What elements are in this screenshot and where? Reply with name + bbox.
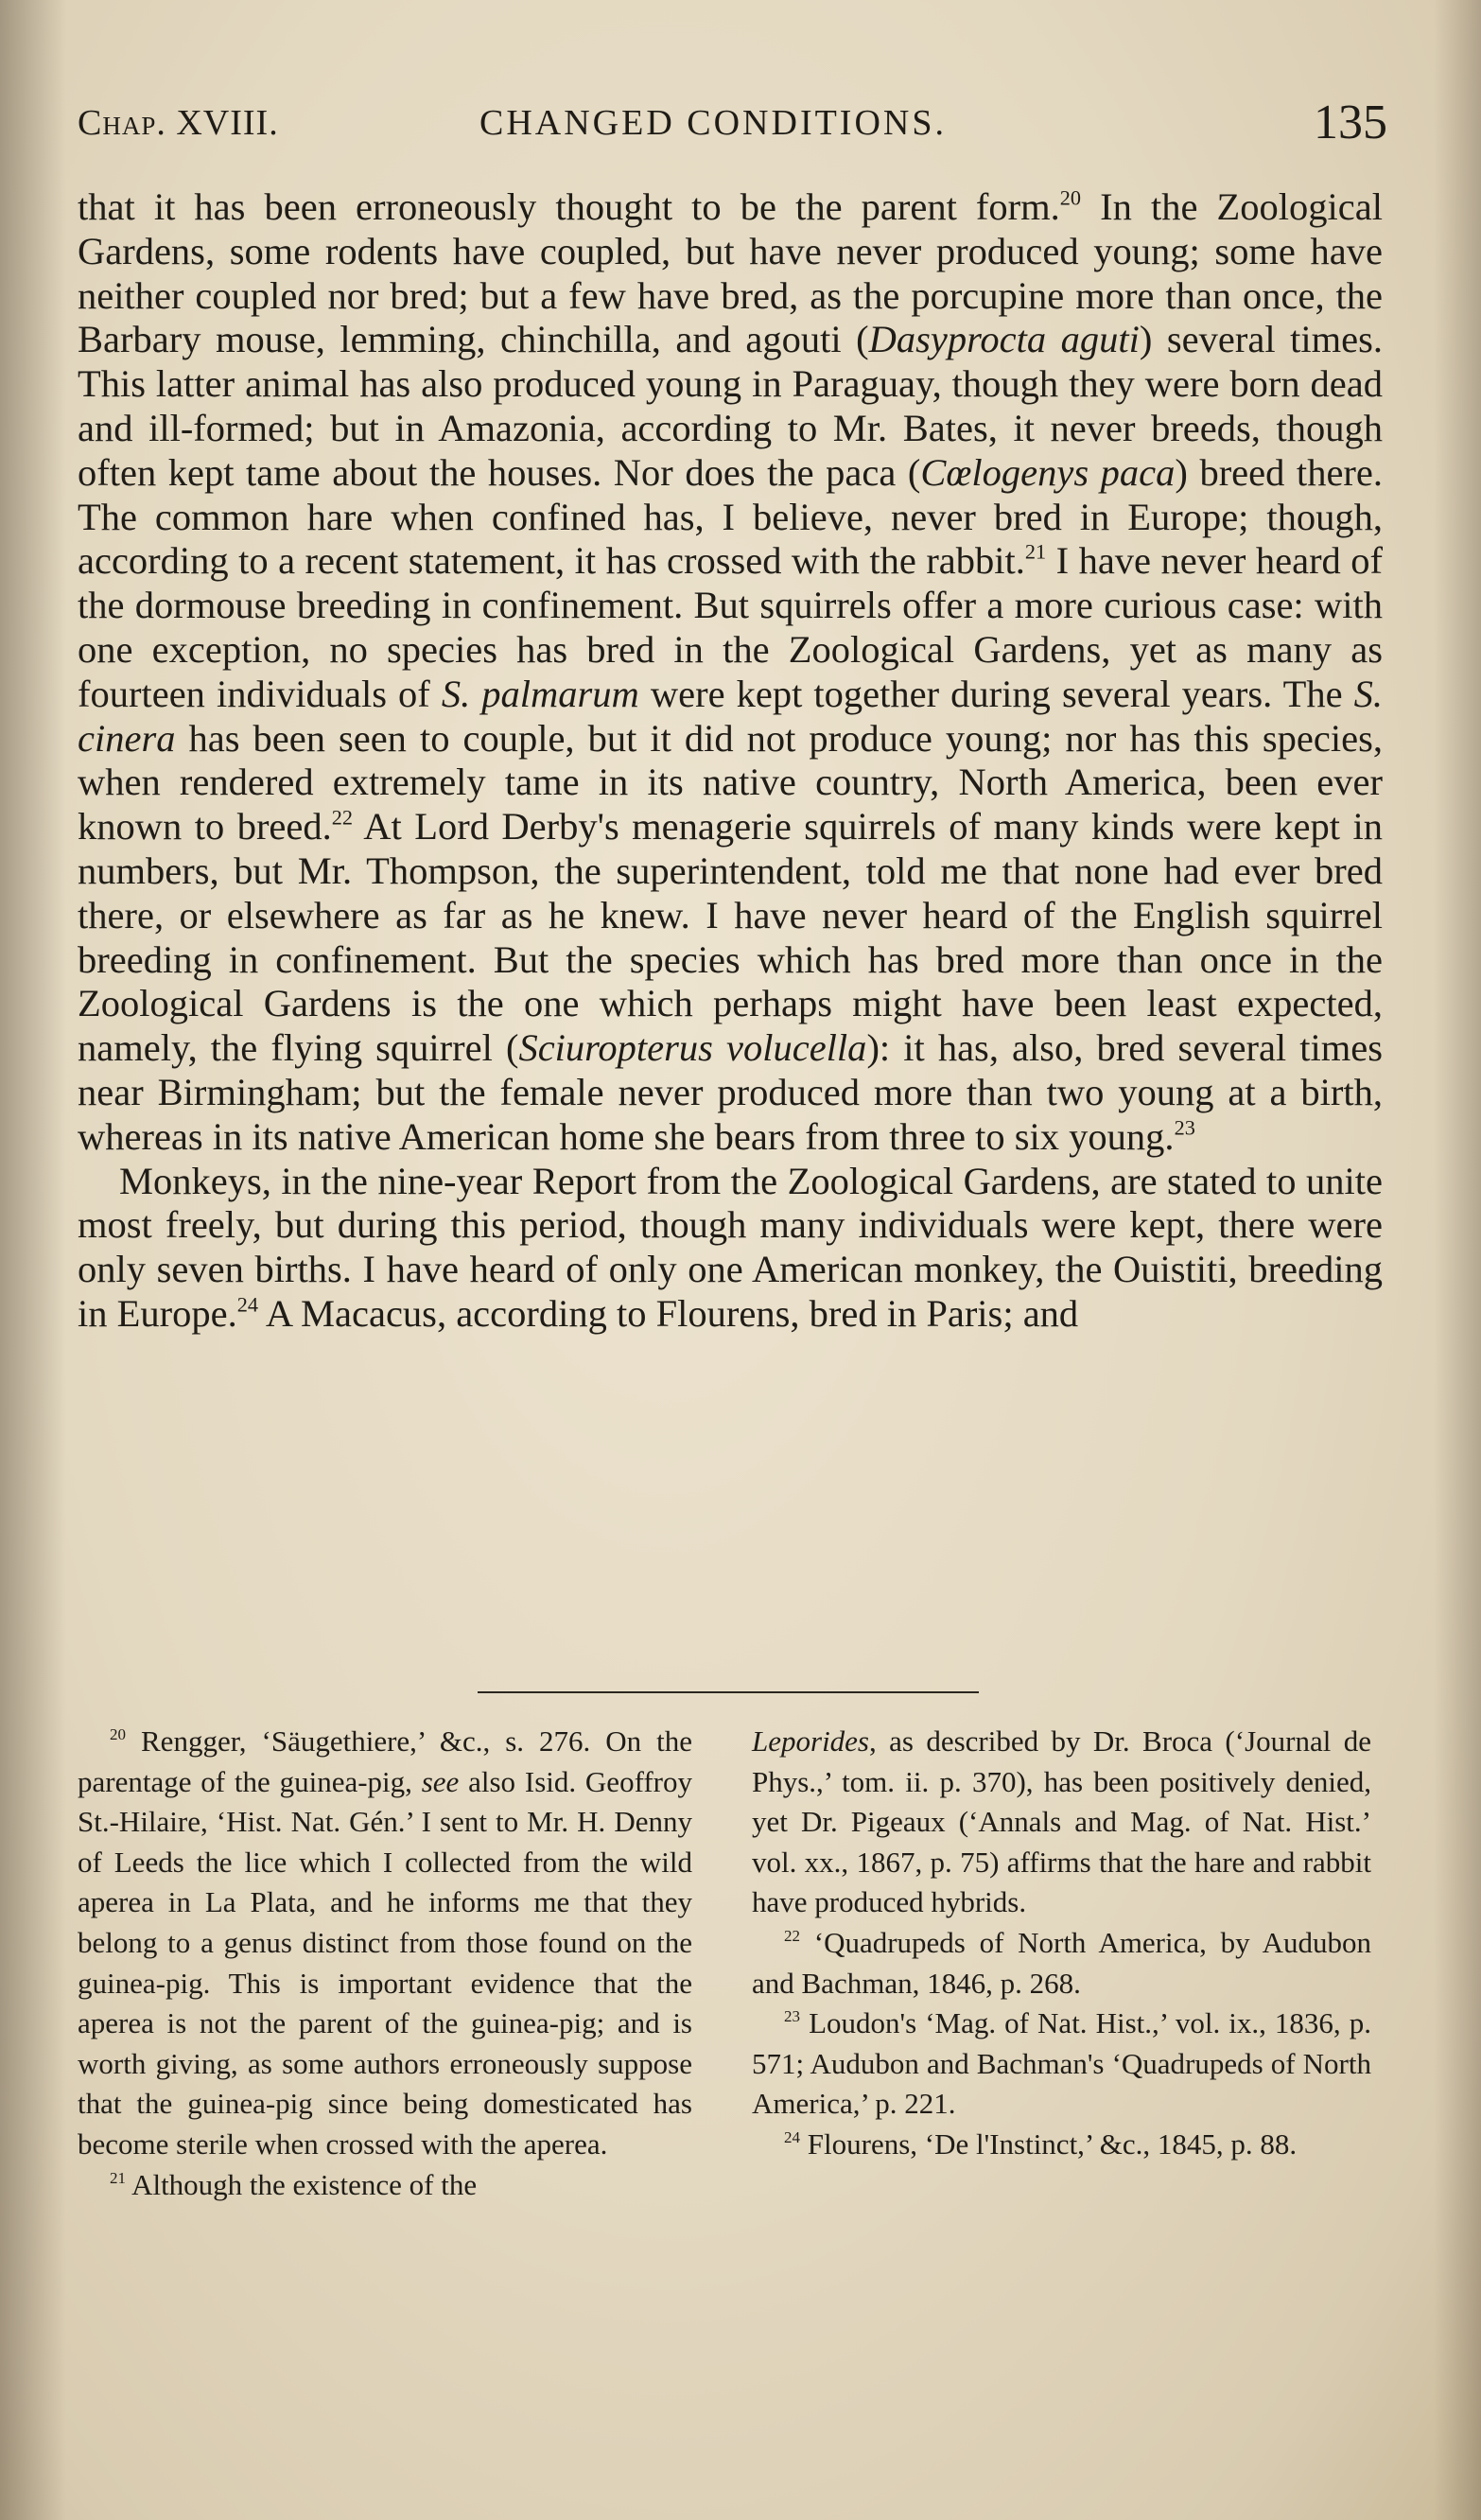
footnote-divider xyxy=(478,1691,979,1693)
footnotes-left-column xyxy=(78,1722,692,2205)
running-title: CHANGED CONDITIONS. xyxy=(479,103,947,143)
species-name: Dasyprocta aguti xyxy=(868,318,1140,361)
footnote-20: $^{20}$ Rengger, ‘Säugethiere,’ &c., s. 276. On the parentage of the guinea-pig, see also Isid. Geoffroy St.-Hilaire, ‘Hist. Nat. Gén.’ I sent to Mr. H. Denny of Leeds the lice which I collected from the wild aperea in La Plata, and he informs me that they belong to a genus distinct from those found on the guinea-pig. This is important evidence that the aperea is not the parent of the guinea-pig; and is worth giving, as some authors erroneously suppose that the guinea-pig since being domesticated has become sterile when crossed with the aperea. xyxy=(78,1724,692,2161)
footnote-ref-20: 20 xyxy=(1059,185,1082,210)
page-number: 135 xyxy=(1314,96,1387,149)
footnote-ref-24: 24 xyxy=(236,1292,258,1317)
main-text xyxy=(78,185,1383,1337)
running-header xyxy=(78,95,1387,151)
footnote-22: $^{22}$ ‘Quadrupeds of North America, by Audubon and Bachman, 1846, p. 268. xyxy=(752,1925,1371,2000)
footnote-24: $^{24}$ Flourens, ‘De l'Instinct,’ &c., 1845, p. 88. xyxy=(784,2126,1298,2161)
footnote-21-start: $^{21}$ Although the existence of the xyxy=(110,2167,478,2201)
paragraph-rodents: that it has been erroneously thought to be the parent form.$^{20}$ In the Zoological Gardens, some rodents have coupled, but have never produced young; some have neither coupled nor bred; but a few have bred, as the porcupine more than once, the Barbary mouse, lemming, chinchilla, and agouti (Dasyprocta aguti) several times. This latter animal has also produced young in Paraguay, though they were born dead and ill-formed; but in Amazonia, according to Mr. Bates, it never breeds, though often kept tame about the houses. Nor does the paca (Cœlogenys paca) breed there. The common hare when confined has, I believe, never bred in Europe; though, according to a recent statement, it has crossed with the rabbit.$^{21}$ I have never heard of the dormouse breeding in confinement. But squirrels offer a more curious case: with one exception, no species has bred in the Zoological Gardens, yet as many as fourteen individuals of S. palmarum were kept together during several years. The S. cinera has been seen to couple, but it did not produce young; nor has this species, when rendered extremely tame in its native country, North America, been ever known to breed.$^{22}$ At Lord Derby's menagerie squirrels of many kinds were kept in numbers, but Mr. Thompson, the superintendent, told me that none had ever bred there, or elsewhere as far as he knew. I have never heard of the English squirrel breeding in confinement. But the species which has bred more than once in the Zoological Gardens is the one which perhaps might have been least expected, namely, the flying squirrel (Sciuropterus volucella): it has, also, bred several times near Birmingham; but the female never produced more than two young at a birth, whereas in its native American home she bears from three to six young.$^{23}$ xyxy=(78,185,1384,1158)
footnote-ref-23: 23 xyxy=(1174,1115,1195,1140)
species-name: Sciuropterus volucella xyxy=(518,1026,867,1070)
chapter-label: Chap. XVIII. xyxy=(78,103,279,143)
spine-shadow xyxy=(0,0,66,2520)
footnote-ref-21: 21 xyxy=(1024,539,1047,564)
species-name: S. palmarum xyxy=(441,672,639,715)
footnote-23: $^{23}$ Loudon's ‘Mag. of Nat. Hist.,’ vol. ix., 1836, p. 571; Audubon and Bachman's ‘Quadrupeds of North America,’ p. 221. xyxy=(752,2006,1371,2121)
footnotes-right-column xyxy=(752,1722,1371,2165)
species-name: S. cinera xyxy=(78,672,1383,760)
footnote-21-continued: Leporides, as described by Dr. Broca (‘Journal de Phys.,’ tom. ii. p. 370), has been positively denied, yet Dr. Pigeaux (‘Annals and Mag. of Nat. Hist.’ vol. xx., 1867, p. 75) affirms that the hare and rabbit have produced hybrids. xyxy=(752,1724,1371,1919)
paragraph-monkeys: Monkeys, in the nine-year Report from the Zoological Gardens, are stated to unite most freely, but during this period, though many individuals were kept, there were only seven births. I have heard of only one American monkey, the Ouistiti, breeding in Europe.$^{24}$ A Macacus, according to Flourens, bred in Paris; and xyxy=(78,1159,1383,1335)
species-name: Cœlogenys paca xyxy=(920,450,1176,494)
footnote-ref-22: 22 xyxy=(331,805,354,830)
page-edge-shadow xyxy=(1434,0,1481,2520)
